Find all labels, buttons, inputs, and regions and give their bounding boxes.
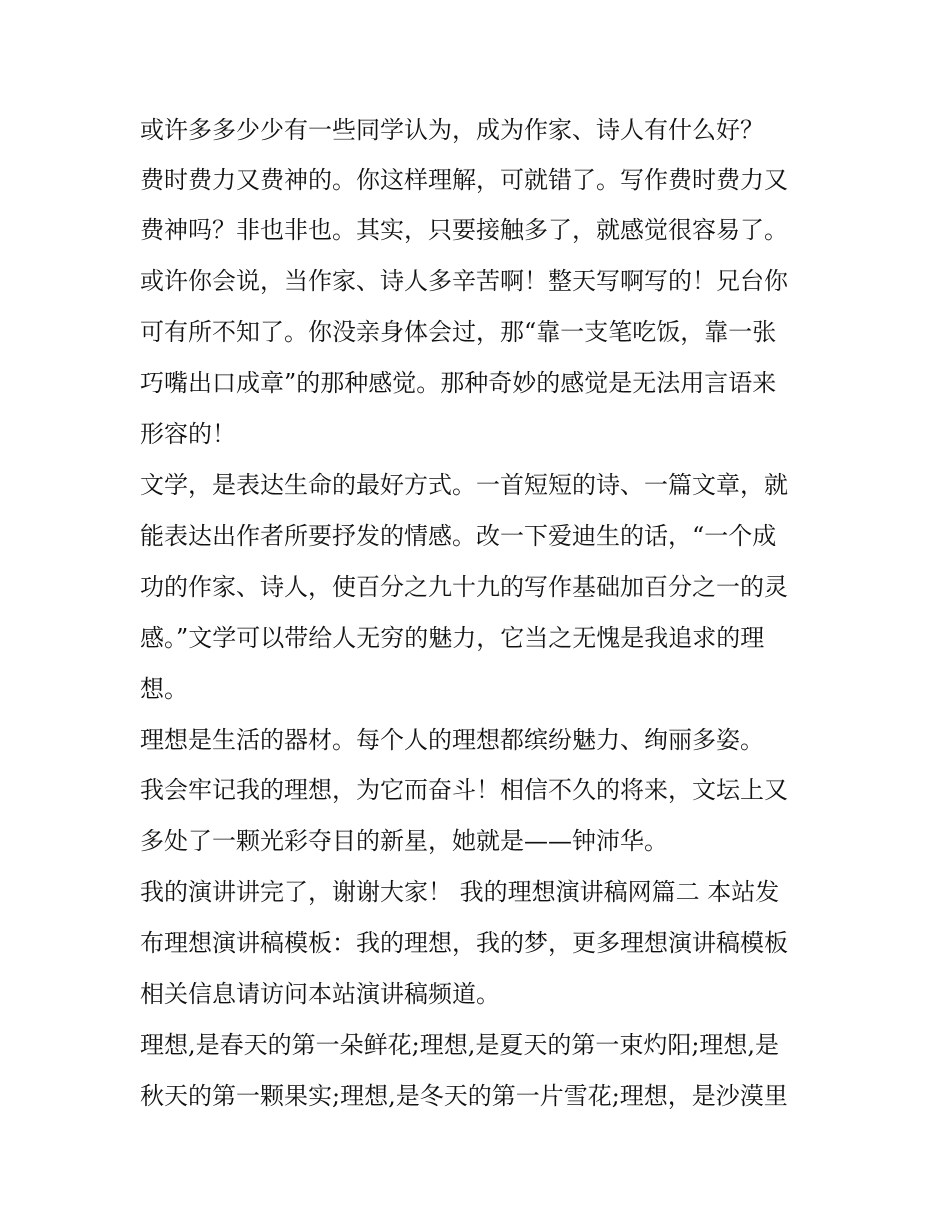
text-line: 布理想演讲稿模板：我的理想，我的梦，更多理想演讲稿模板	[140, 929, 788, 957]
text-line: 或许你会说，当作家、诗人多辛苦啊！整天写啊写的！兄台你	[140, 267, 788, 295]
text-line: 可有所不知了。你没亲身体会过，那“靠一支笔吃饭，靠一张	[140, 318, 777, 346]
text-line: 或许多多少少有一些同学认为，成为作家、诗人有什么好？	[140, 116, 764, 144]
text-line: 多处了一颗光彩夺目的新星，她就是——钟沛华。	[140, 827, 668, 855]
text-line: 我的演讲讲完了，谢谢大家！ 我的理想演讲稿网篇二 本站发	[140, 878, 780, 906]
text-line: 想。	[140, 675, 188, 703]
text-line: 秋天的第一颗果实;理想,是冬天的第一片雪花;理想，是沙漠里	[140, 1082, 788, 1110]
text-line: 巧嘴出口成章”的那种感觉。那种奇妙的感觉是无法用言语来	[140, 369, 777, 397]
text-line: 我会牢记我的理想，为它而奋斗！相信不久的将来，文坛上又	[140, 776, 788, 804]
text-line: 功的作家、诗人，使百分之九十九的写作基础加百分之一的灵	[140, 573, 788, 601]
text-line: 费时费力又费神的。你这样理解，可就错了。写作费时费力又	[140, 166, 788, 194]
text-line: 理想是生活的器材。每个人的理想都缤纷魅力、绚丽多姿。	[140, 726, 764, 754]
text-line: 相关信息请访问本站演讲稿频道。	[140, 980, 500, 1008]
text-line: 能表达出作者所要抒发的情感。改一下爱迪生的话，“一个成	[140, 522, 777, 550]
text-line: 费神吗？非也非也。其实，只要接触多了，就感觉很容易了。	[140, 216, 788, 244]
text-line: 感。”文学可以带给人无穷的魅力，它当之无愧是我追求的理	[140, 624, 765, 652]
text-line: 文学，是表达生命的最好方式。一首短短的诗、一篇文章，就	[140, 471, 788, 499]
text-line: 形容的！	[140, 420, 236, 448]
text-line: 理想,是春天的第一朵鲜花;理想,是夏天的第一束灼阳;理想,是	[140, 1031, 780, 1059]
